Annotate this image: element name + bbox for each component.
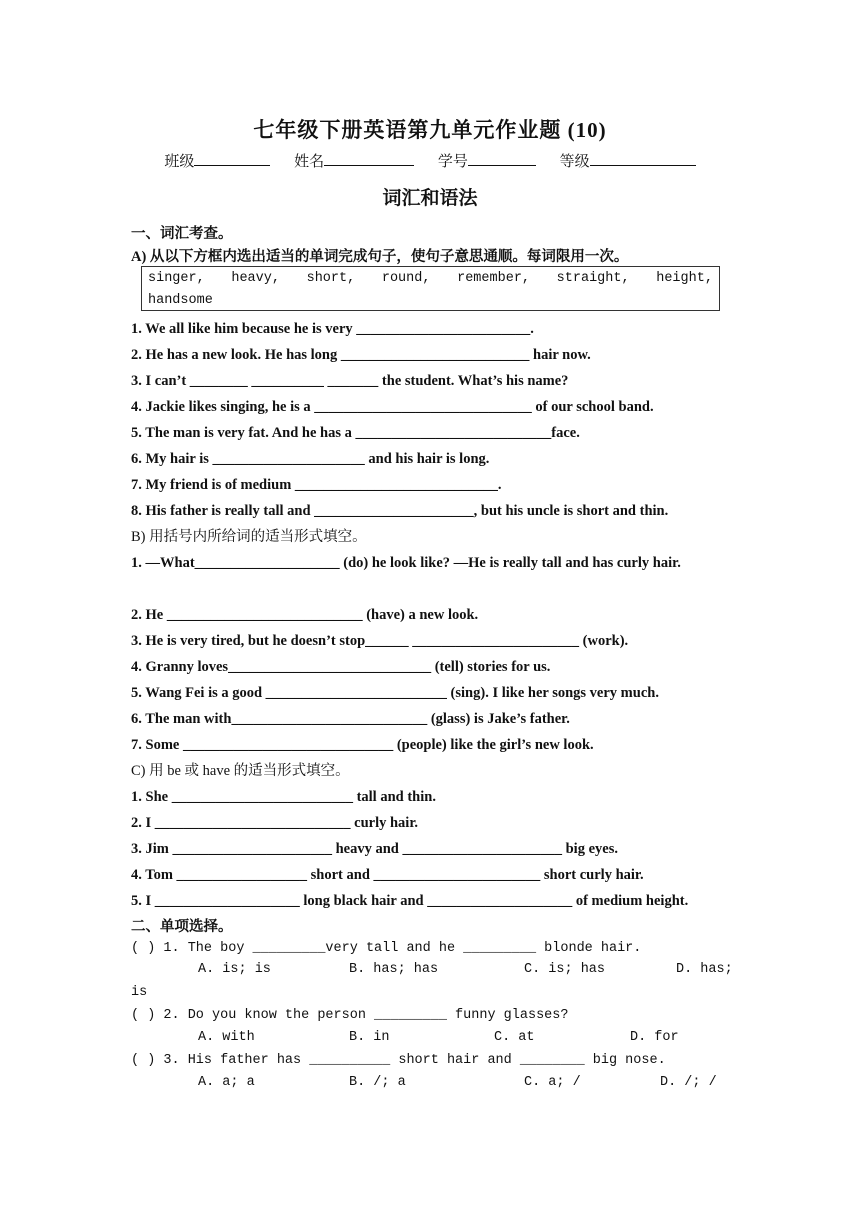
partA-item-5: 5. The man is very fat. And he has a ___________________________face. — [131, 425, 580, 441]
grade-field — [560, 150, 696, 171]
mc-q1-option-d[interactable]: D. has; — [676, 962, 733, 977]
grade-blank[interactable] — [590, 151, 696, 166]
mc-q1-option-c[interactable]: C. is; has — [524, 962, 606, 977]
page-title: 七年级下册英语第九单元作业题 (10) — [253, 118, 607, 142]
word-bank-item: handsome — [148, 293, 213, 308]
mc-question-1: ( ) 1. The boy _________very tall and he _________ blonde hair. — [131, 941, 642, 956]
partC-item-2: 2. I ___________________________ curly hair. — [131, 815, 419, 831]
word-bank-item: singer, — [148, 271, 205, 286]
partB-item-1: 1. —What____________________ (do) he look like? —He is really tall and has curly hair. — [131, 555, 681, 571]
partB-item-5: 5. Wang Fei is a good _________________________ (sing). I like her songs very much. — [131, 685, 659, 701]
partC-item-1: 1. She _________________________ tall and thin. — [131, 789, 436, 805]
partB-item-2: 2. He ___________________________ (have) a new look. — [131, 607, 479, 623]
mc-q2-option-a[interactable]: A. with — [198, 1030, 255, 1045]
mc-q1-option-a[interactable]: A. is; is — [198, 962, 271, 977]
mc-q3-option-a[interactable]: A. a; a — [198, 1075, 255, 1090]
word-bank-item: straight, — [556, 271, 630, 286]
mc-q2-option-c[interactable]: C. at — [494, 1030, 535, 1045]
word-bank-item: remember, — [457, 271, 531, 286]
partA-item-3: 3. I can’t ________ __________ _______ the student. What’s his name? — [131, 373, 569, 389]
grade-label: 等级 — [559, 154, 590, 170]
partB-item-4: 4. Granny loves____________________________ (tell) stories for us. — [131, 659, 551, 675]
partB-item-6: 6. The man with___________________________ (glass) is Jake’s father. — [131, 711, 570, 727]
word-bank-item: round, — [381, 271, 431, 286]
class-label: 班级 — [164, 154, 195, 170]
word-bank-item: heavy, — [231, 271, 280, 286]
mc-q1-option-d-wrap: is — [131, 985, 148, 1000]
mc-q3-option-b[interactable]: B. /; a — [349, 1075, 406, 1090]
partA-item-6: 6. My hair is _____________________ and his hair is long. — [131, 451, 490, 467]
section2-heading: 二、单项选择。 — [131, 919, 233, 935]
partA-item-8: 8. His father is really tall and ______________________, but his uncle is short and thin. — [131, 503, 669, 519]
partC-item-4: 4. Tom __________________ short and _______________________ short curly hair. — [131, 867, 644, 883]
partC-item-5: 5. I ____________________ long black hair and ____________________ of medium height. — [131, 893, 689, 909]
number-label: 学号 — [437, 154, 468, 170]
class-blank[interactable] — [194, 151, 270, 166]
partA-item-2: 2. He has a new look. He has long __________________________ hair now. — [131, 347, 591, 363]
partA-item-7: 7. My friend is of medium ____________________________. — [131, 477, 502, 493]
word-bank-item: short, — [306, 271, 356, 286]
name-blank[interactable] — [324, 151, 414, 166]
mc-q2-option-d[interactable]: D. for — [630, 1030, 679, 1045]
word-bank-item: height, — [656, 271, 713, 286]
partB-instruction: B) 用括号内所给词的适当形式填空。 — [131, 529, 367, 545]
partB-item-7: 7. Some _____________________________ (people) like the girl’s new look. — [131, 737, 594, 753]
word-bank-row — [148, 271, 713, 286]
section-subtitle: 词汇和语法 — [382, 188, 478, 209]
partA-instruction: A) 从以下方框内选出适当的单词完成句子，使句子意思通顺。每词限用一次。 — [131, 249, 629, 265]
mc-question-3: ( ) 3. His father has __________ short hair and ________ big nose. — [131, 1053, 666, 1068]
partC-instruction: C) 用 be 或 have 的适当形式填空。 — [131, 763, 350, 779]
mc-q2-option-b[interactable]: B. in — [349, 1030, 390, 1045]
student-info-row — [0, 150, 860, 171]
number-field — [438, 150, 536, 171]
class-field — [164, 150, 270, 171]
name-label: 姓名 — [294, 154, 325, 170]
mc-q3-option-d[interactable]: D. /; / — [660, 1075, 717, 1090]
partA-item-4: 4. Jackie likes singing, he is a ______________________________ of our school band. — [131, 399, 654, 415]
mc-question-2: ( ) 2. Do you know the person _________ funny glasses? — [131, 1008, 569, 1023]
partC-item-3: 3. Jim ______________________ heavy and ______________________ big eyes. — [131, 841, 618, 857]
section1-heading: 一、词汇考查。 — [131, 226, 233, 242]
partA-item-1: 1. We all like him because he is very ________________________. — [131, 321, 534, 337]
mc-q3-option-c[interactable]: C. a; / — [524, 1075, 581, 1090]
partB-item-3: 3. He is very tired, but he doesn’t stop______ _______________________ (work). — [131, 633, 629, 649]
name-field — [294, 150, 414, 171]
word-bank-box — [141, 266, 720, 311]
number-blank[interactable] — [468, 151, 536, 166]
mc-q1-option-b[interactable]: B. has; has — [349, 962, 439, 977]
